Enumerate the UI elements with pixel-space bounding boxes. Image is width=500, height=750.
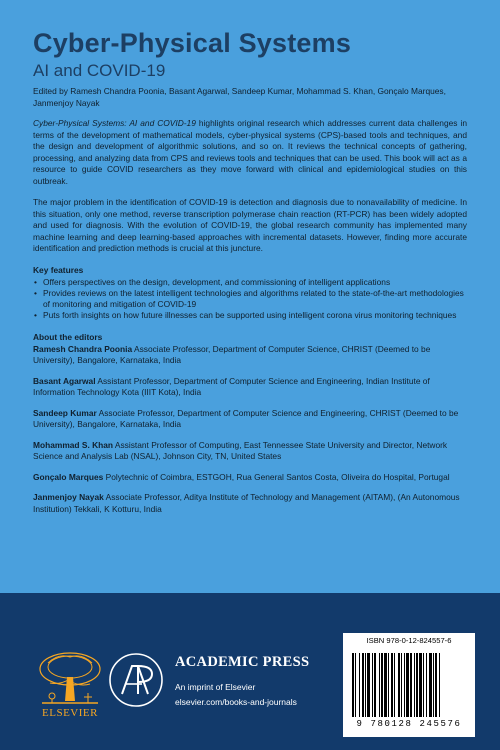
editor-details: Assistant Professor, Department of Computer Science and Engineering, Indian Institute of Information Technology Kota (IIIT Kota), India bbox=[33, 375, 430, 398]
editor-entry bbox=[33, 440, 467, 463]
about-editors-heading: About the editors bbox=[33, 331, 103, 342]
imprint-text: An imprint of Elsevier bbox=[175, 682, 256, 692]
editor-name: Ramesh Chandra Poonia bbox=[33, 343, 133, 354]
editor-details: Assistant Professor of Computing, East Tennessee State University and Director, Network Science and Analysis Lab (NSAL), Johnson City, TN, United States bbox=[33, 439, 448, 462]
editor-entry bbox=[33, 408, 467, 431]
isbn-barcode-box bbox=[343, 633, 475, 737]
editor-details: Polytechnic of Coimbra, ESTGOH, Rua General Santos Costa, Oliveira do Hospital, Portugal bbox=[103, 471, 450, 482]
key-feature-item: • Provides reviews on the latest intelligent technologies and algorithms related to the state-of-the-art methodologies of monitoring and mitigation of COVID-19 bbox=[43, 288, 467, 311]
editor-entry bbox=[33, 344, 467, 367]
editor-name: Mohammad S. Khan bbox=[33, 439, 114, 450]
editor-entry bbox=[33, 492, 467, 515]
editor-name: Basant Agarwal bbox=[33, 375, 96, 386]
publisher-url: elsevier.com/books-and-journals bbox=[175, 697, 297, 707]
description-paragraph-1 bbox=[33, 118, 467, 187]
isbn-label: ISBN 978-0-12-824557-6 bbox=[366, 636, 452, 645]
key-features-heading: Key features bbox=[33, 264, 84, 275]
back-cover-content bbox=[33, 28, 467, 524]
editor-details: Associate Professor, Department of Computer Science and Engineering, CHRIST (Deemed to be University), Bangalore, Karnataka, India bbox=[33, 407, 459, 430]
editor-entry bbox=[33, 472, 467, 484]
publisher-footer bbox=[0, 593, 500, 750]
academic-press-name: ACADEMIC PRESS bbox=[175, 654, 310, 670]
barcode-icon bbox=[350, 653, 468, 717]
editor-name: Janmenjoy Nayak bbox=[33, 492, 104, 503]
barcode-number: 9 780128 245576 bbox=[356, 719, 462, 729]
description-paragraph-2: The major problem in the identification of COVID-19 is detection and diagnosis due to nonavailability of medicine. In this situation, only one method, reverse transcription polymerase chain reaction (RT-PCR) has been widely adopted and used for diagnosis. With the evolution of COVID-19, the global research community has implemented many machine learning and deep learning-based approaches with incremental datasets. However, finding more accurate identification and prediction methods is crucial at this juncture. bbox=[33, 197, 467, 253]
book-title: Cyber-Physical Systems bbox=[33, 28, 352, 58]
editor-name: Gonçalo Marques bbox=[33, 471, 104, 482]
elsevier-tree-logo-icon bbox=[34, 649, 106, 709]
academic-press-logo-icon bbox=[108, 652, 164, 708]
key-feature-item: • Offers perspectives on the design, development, and commissioning of intelligent applications bbox=[43, 277, 467, 288]
editor-entry bbox=[33, 376, 467, 399]
description-text-1: highlights original research which addresses current data challenges in terms of the development of mathematical models, cyber-physical systems (CPS)-based tools and techniques, and the design and development of algorithmic solutions, and so on. It reviews the technical concepts of gathering, processing, and analyzing data from CPS and reviews tools and techniques that can be used. This book will act as a resource to guide COVID researchers as they move forward with clinical and epidemiological studies on this outbreak. bbox=[33, 118, 467, 186]
book-subtitle: AI and COVID-19 bbox=[33, 61, 166, 80]
description-italic-title: Cyber-Physical Systems: AI and COVID-19 bbox=[33, 118, 196, 128]
key-feature-item: • Puts forth insights on how future illnesses can be supported using intelligent corona virus monitoring techniques bbox=[43, 310, 467, 321]
elsevier-wordmark: ELSEVIER bbox=[42, 707, 98, 719]
editors-line: Edited by Ramesh Chandra Poonia, Basant Agarwal, Sandeep Kumar, Mohammad S. Khan, Gonçalo Marques, Janmenjoy Nayak bbox=[33, 86, 446, 108]
key-features-list bbox=[33, 277, 467, 322]
editor-details: Associate Professor, Aditya Institute of Technology and Management (AITAM), (An Autonomous Institution) Tekkali, K Kotturu, India bbox=[33, 492, 460, 514]
editor-name: Sandeep Kumar bbox=[33, 407, 97, 418]
editor-details: Associate Professor, Department of Computer Science, CHRIST (Deemed to be University), Bangalore, Karnataka, India bbox=[33, 343, 431, 366]
